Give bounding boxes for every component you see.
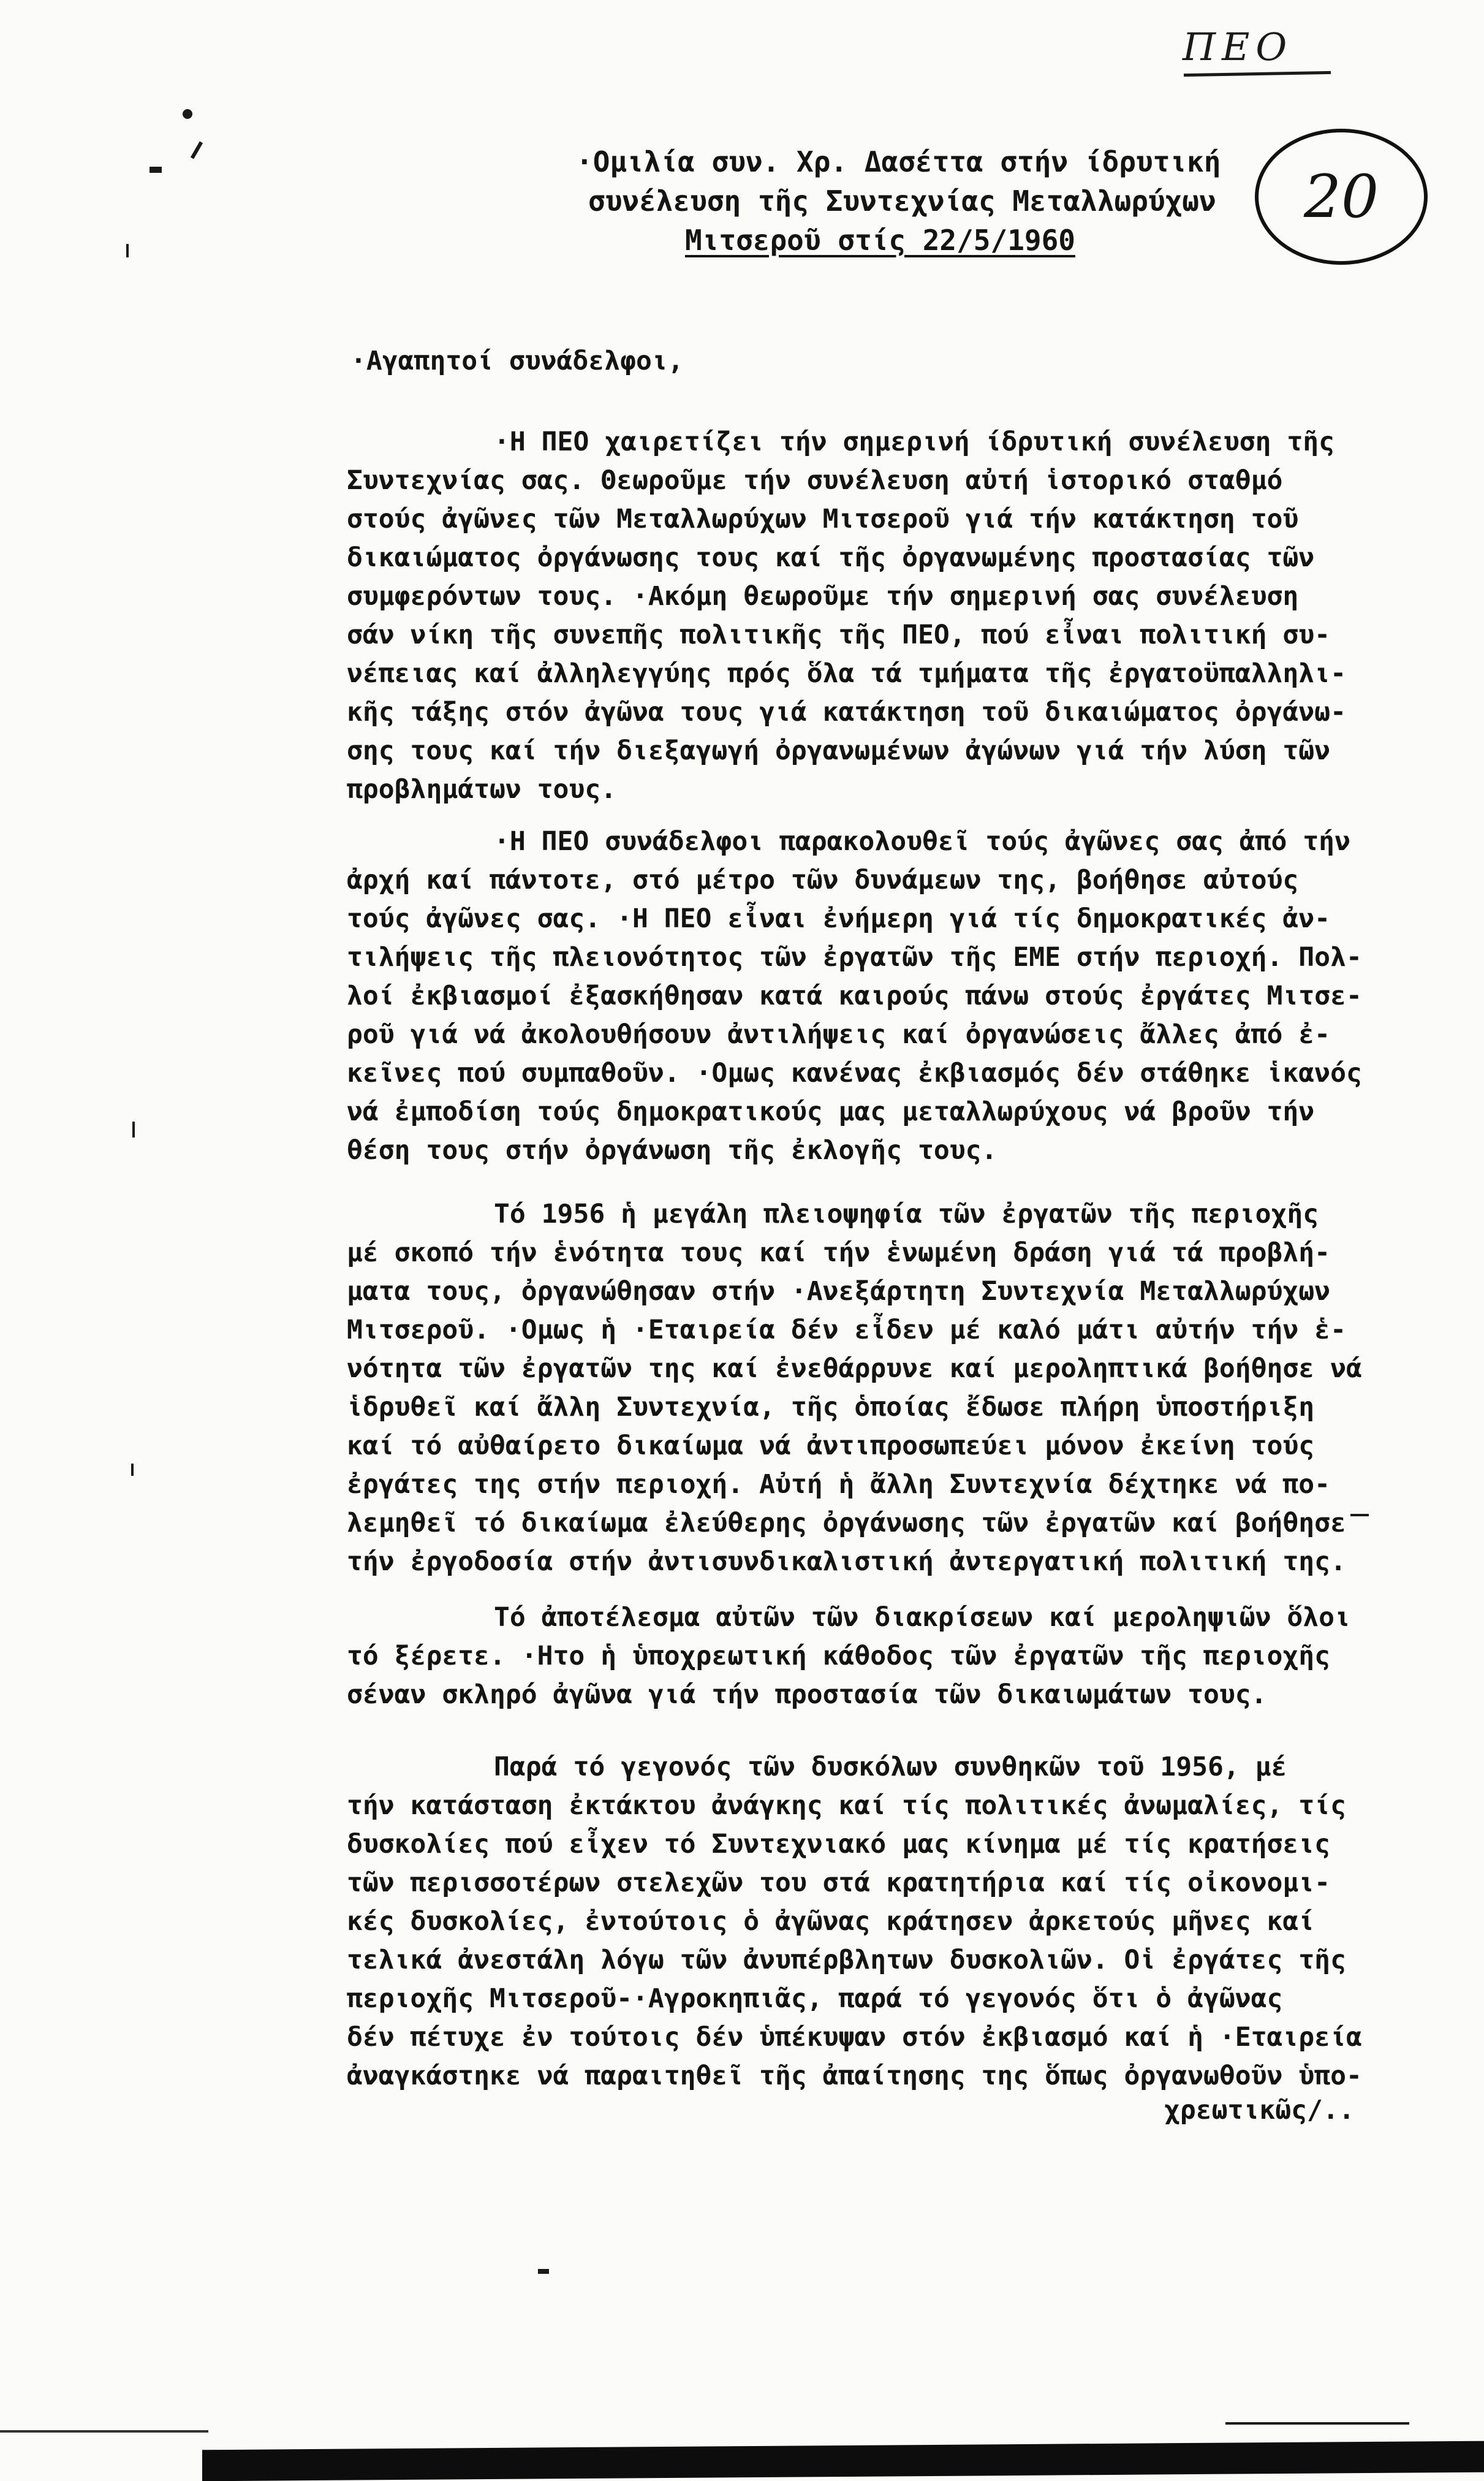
text-line: ·Η ΠΕΟ συνάδελφοι παρακολουθεῖ τούς ἀγῶνες σας ἀπό τήν bbox=[494, 826, 1350, 857]
scan-streak bbox=[0, 2430, 208, 2433]
text-line: καί τό αὐθαίρετο δικαίωμα νά ἀντιπροσωπεύει μόνον ἐκείνη τούς bbox=[347, 1430, 1315, 1461]
scan-speck bbox=[150, 167, 162, 173]
text-line: λοί ἐκβιασμοί ἐξασκήθησαν κατά καιρούς πάνω στούς ἐργάτες Μιτσε- bbox=[347, 981, 1362, 1011]
paragraph-3 bbox=[347, 1195, 1382, 1581]
text-line: κές δυσκολίες, ἐντούτοις ὁ ἀγῶνας κράτησεν ἀρκετούς μῆνες καί bbox=[347, 1906, 1315, 1937]
continuation-word: χρεωτικῶς/.. bbox=[1164, 2095, 1355, 2126]
text-line: τό ξέρετε. ·Ητο ἡ ὑποχρεωτική κάθοδος τῶν ἐργατῶν τῆς περιοχῆς bbox=[347, 1641, 1331, 1671]
page-number: 20 bbox=[1303, 162, 1379, 231]
text-line: Παρά τό γεγονός τῶν δυσκόλων συνθηκῶν τοῦ 1956, μέ bbox=[494, 1752, 1287, 1782]
text-line: κεῖνες πού συμπαθοῦν. ·Ομως κανένας ἐκβιασμός δέν στάθηκε ἱκανός bbox=[347, 1058, 1362, 1089]
text-line: σέναν σκληρό ἀγῶνα γιά τήν προστασία τῶν δικαιωμάτων τους. bbox=[347, 1679, 1267, 1710]
greeting: ·Αγαπητοί συνάδελφοι, bbox=[350, 346, 684, 376]
paragraph-5 bbox=[347, 1748, 1382, 2095]
text-line: προβλημάτων τους. bbox=[347, 774, 617, 805]
text-line: δέν πέτυχε ἐν τούτοις δέν ὑπέκυψαν στόν ἐκβιασμό καί ἡ ·Εταιρεία bbox=[347, 2022, 1362, 2053]
text-line: τήν ἐργοδοσία στήν ἀντισυνδικαλιστική ἀντεργατική πολιτική της. bbox=[347, 1546, 1346, 1577]
scan-speck bbox=[538, 2269, 549, 2274]
archive-mark: ΠΕΟ bbox=[1183, 25, 1293, 69]
scan-speck bbox=[126, 244, 129, 257]
text-line: δικαιώματος ὀργάνωσης τους καί τῆς ὀργανωμένης προστασίας τῶν bbox=[347, 542, 1315, 573]
text-line: Μιτσεροῦ. ·Ομως ἡ ·Εταιρεία δέν εἶδεν μέ καλό μάτι αὐτήν τήν ἑ- bbox=[347, 1315, 1346, 1345]
text-line: μέ σκοπό τήν ἑνότητα τους καί τήν ἑνωμένη δράση γιά τά προβλή- bbox=[347, 1237, 1331, 1268]
text-line: ·Η ΠΕΟ χαιρετίζει τήν σημερινή ίδρυτική συνέλευση τῆς bbox=[494, 427, 1335, 457]
paragraph-1 bbox=[347, 423, 1382, 809]
paragraph-2 bbox=[347, 823, 1382, 1170]
text-line: ἀναγκάστηκε νά παραιτηθεῖ τῆς ἀπαίτησης της ὅπως ὀργανωθοῦν ὑπο- bbox=[347, 2061, 1362, 2091]
text-line: σης τους καί τήν διεξαγωγή ὀργανωμένων ἀγώνων γιά τήν λύση τῶν bbox=[347, 735, 1331, 766]
text-line: τιλήψεις τῆς πλειονότητος τῶν ἐργατῶν τῆς ΕΜΕ στήν περιοχή. Πολ- bbox=[347, 942, 1362, 973]
text-line: Τό 1956 ἡ μεγάλη πλειοψηφία τῶν ἐργατῶν τῆς περιοχῆς bbox=[494, 1199, 1319, 1229]
text-line: νά ἐμποδίση τούς δημοκρατικούς μας μεταλλωρύχους νά βροῦν τήν bbox=[347, 1096, 1315, 1127]
text-line: Συντεχνίας σας. Θεωροῦμε τήν συνέλευση αὐτή ἱστορικό σταθμό bbox=[347, 465, 1283, 496]
text-line: θέση τους στήν ὀργάνωση τῆς ἐκλογῆς τους. bbox=[347, 1135, 998, 1166]
text-line: Τό ἀποτέλεσμα αὐτῶν τῶν διακρίσεων καί μεροληψιῶν ὅλοι bbox=[494, 1602, 1350, 1633]
header-line-2: συνέλευση τῆς Συντεχνίας Μεταλλωρύχων bbox=[588, 184, 1216, 218]
text-line: τελικά ἀνεστάλη λόγω τῶν ἀνυπέρβλητων δυσκολιῶν. Οἱ ἐργάτες τῆς bbox=[347, 1945, 1346, 1975]
scan-edge-bar bbox=[202, 2441, 1484, 2481]
text-line: περιοχῆς Μιτσεροῦ-·Αγροκηπιᾶς, παρά τό γεγονός ὅτι ὁ ἀγῶνας bbox=[347, 1983, 1283, 2014]
text-line: τῶν περισσοτέρων στελεχῶν του στά κρατητήρια καί τίς οἰκονομι- bbox=[347, 1867, 1331, 1898]
text-line: ἱδρυθεῖ καί ἄλλη Συντεχνία, τῆς ὁποίας ἔδωσε πλήρη ὑποστήριξη bbox=[347, 1392, 1315, 1423]
speech-header bbox=[576, 142, 1221, 260]
text-line: συμφερόντων τους. ·Ακόμη θεωροῦμε τήν σημερινή σας συνέλευση bbox=[347, 581, 1299, 612]
text-line: νότητα τῶν ἐργατῶν της καί ἐνεθάρρυνε καί μεροληπτικά βοήθησε νά bbox=[347, 1353, 1362, 1384]
text-line: κῆς τάξης στόν ἀγῶνα τους γιά κατάκτηση τοῦ δικαιώματος ὀργάνω- bbox=[347, 697, 1346, 728]
scan-speck bbox=[131, 1464, 134, 1476]
text-line: ἐργάτες της στήν περιοχή. Αὐτή ἡ ἄλλη Συντεχνία δέχτηκε νά πο- bbox=[347, 1469, 1331, 1500]
text-line: στούς ἀγῶνες τῶν Μεταλλωρύχων Μιτσεροῦ γιά τήν κατάκτηση τοῦ bbox=[347, 504, 1299, 534]
text-line: δυσκολίες πού εἶχεν τό Συντεχνιακό μας κίνημα μέ τίς κρατήσεις bbox=[347, 1829, 1331, 1860]
page-number-circle bbox=[1255, 129, 1428, 265]
text-line: ροῦ γιά νά ἀκολουθήσουν ἀντιλήψεις καί ὀργανώσεις ἄλλες ἀπό ἐ- bbox=[347, 1019, 1331, 1050]
archive-mark-underline bbox=[1184, 71, 1331, 77]
scan-speck bbox=[1350, 1514, 1369, 1516]
paragraph-4 bbox=[347, 1598, 1382, 1714]
text-line: λεμηθεῖ τό δικαίωμα ἐλεύθερης ὀργάνωσης τῶν ἐργατῶν καί βοήθησε bbox=[347, 1508, 1346, 1538]
scan-speck bbox=[191, 142, 203, 159]
text-line: ἀρχή καί πάντοτε, στό μέτρο τῶν δυνάμεων της, βοήθησε αὐτούς bbox=[347, 865, 1299, 895]
scan-speck bbox=[183, 109, 192, 119]
text-line: τούς ἀγῶνες σας. ·Η ΠΕΟ εἶναι ἐνήμερη γιά τίς δημοκρατικές ἀν- bbox=[347, 903, 1331, 934]
scan-speck bbox=[132, 1122, 135, 1138]
header-line-1: ·Ομιλία συν. Χρ. Δασέττα στήν ίδρυτική bbox=[576, 145, 1221, 178]
header-line-3: Μιτσεροῦ στίς 22/5/1960 bbox=[685, 224, 1075, 257]
text-line: ματα τους, ὀργανώθησαν στήν ·Ανεξάρτητη Συντεχνία Μεταλλωρύχων bbox=[347, 1276, 1331, 1307]
scan-speck bbox=[1225, 2422, 1409, 2425]
text-line: τήν κατάσταση ἐκτάκτου ἀνάγκης καί τίς πολιτικές ἀνωμαλίες, τίς bbox=[347, 1790, 1346, 1821]
text-line: νέπειας καί ἀλληλεγγύης πρός ὅλα τά τμήματα τῆς ἐργατοϋπαλληλι- bbox=[347, 658, 1346, 689]
text-line: σάν νίκη τῆς συνεπῆς πολιτικῆς τῆς ΠΕΟ, πού εἶναι πολιτική συ- bbox=[347, 620, 1331, 650]
